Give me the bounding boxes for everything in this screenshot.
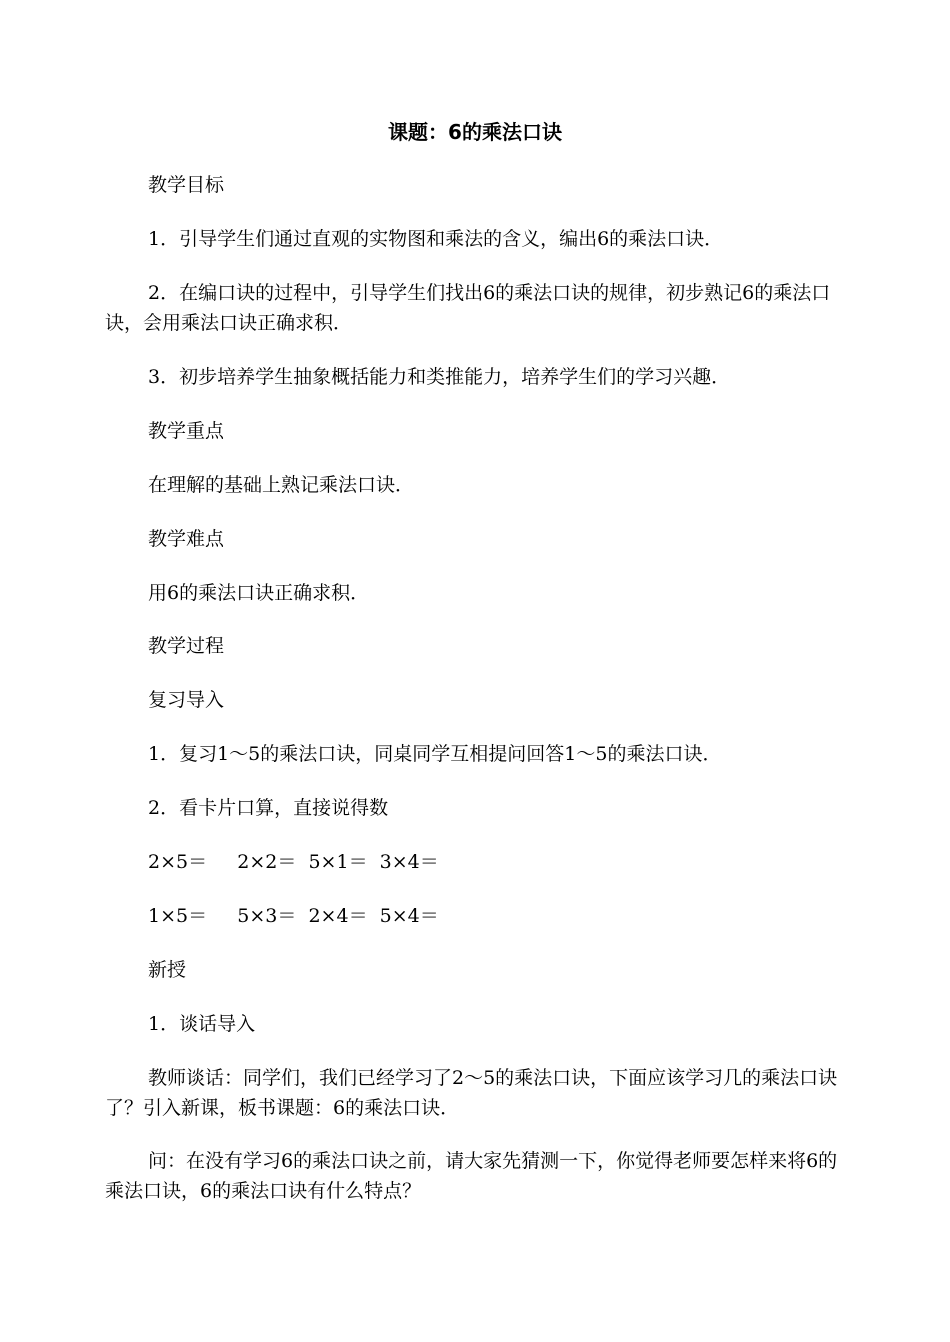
difficulty-heading: 教学难点 [148, 528, 225, 550]
goal-item-1: 1．引导学生们通过直观的实物图和乘法的含义，编出6的乘法口诀． [148, 228, 724, 250]
difficulty-text: 用6的乘法口诀正确求积． [148, 582, 370, 604]
math-row-1: 2×5＝ 2×2＝ 5×1＝ 3×4＝ [148, 851, 439, 873]
goal-item-2: 2．在编口诀的过程中，引导学生们找出6的乘法口诀的规律，初步熟记6的乘法口诀，会用乘法口诀正确求积． [105, 282, 831, 334]
goal-item-3: 3．初步培养学生抽象概括能力和类推能力，培养学生们的学习兴趣． [148, 366, 731, 388]
process-heading: 教学过程 [148, 635, 225, 657]
key-heading: 教学重点 [148, 420, 225, 442]
review-item-1: 1．复习1～5的乘法口诀，同桌同学互相提问回答1～5的乘法口诀． [148, 743, 722, 765]
new-heading: 新授 [148, 959, 187, 981]
question-text: 问：在没有学习6的乘法口诀之前，请大家先猜测一下，你觉得老师要怎样来将6的乘法口诀，6的乘法口诀有什么特点？ [105, 1150, 838, 1202]
review-heading: 复习导入 [148, 689, 225, 711]
key-text: 在理解的基础上熟记乘法口诀． [148, 474, 415, 496]
talk-heading: 1．谈话导入 [148, 1013, 256, 1035]
teacher-talk: 教师谈话：同学们，我们已经学习了2～5的乘法口诀，下面应该学习几的乘法口诀了？引入新课，板书课题：6的乘法口诀． [105, 1067, 838, 1119]
page-title: 课题：6的乘法口诀 [388, 120, 562, 144]
math-row-2: 1×5＝ 5×3＝ 2×4＝ 5×4＝ [148, 905, 439, 927]
goal-heading: 教学目标 [148, 174, 225, 196]
review-item-2: 2．看卡片口算，直接说得数 [148, 797, 389, 819]
